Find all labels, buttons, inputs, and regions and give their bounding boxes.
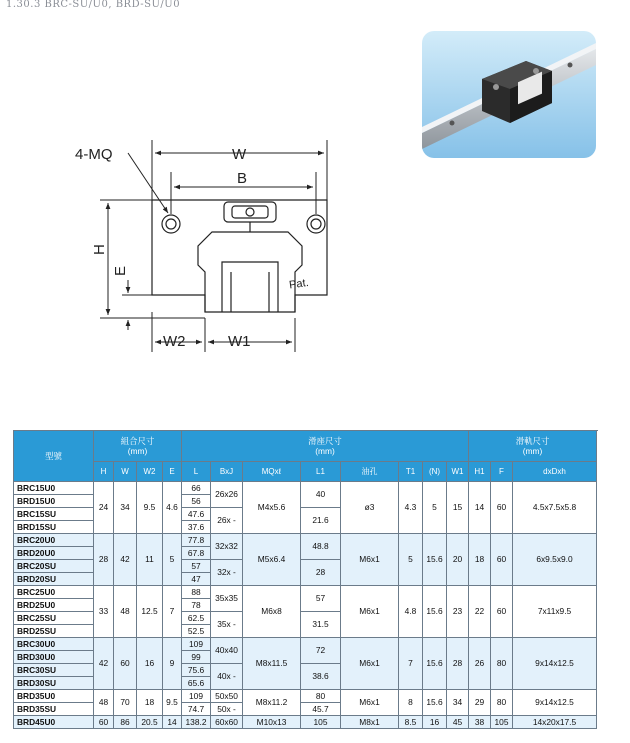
column-header: (N) (423, 462, 447, 482)
table-cell: 28 (94, 534, 114, 586)
table-cell: 4.3 (399, 482, 423, 534)
table-cell: 35x35 (211, 586, 243, 612)
label-e: E (112, 265, 129, 276)
table-cell: 80 (301, 690, 341, 703)
model-cell: BRC25SU (14, 612, 94, 625)
column-header: H1 (469, 462, 491, 482)
table-cell: 6x9.5x9.0 (513, 534, 597, 586)
table-cell: 16 (423, 716, 447, 729)
table-cell: 109 (182, 638, 211, 651)
table-cell: 38.6 (301, 664, 341, 690)
table-cell: 56 (182, 495, 211, 508)
header-assembly: 組合尺寸 (mm) (94, 431, 182, 462)
table-cell: 11 (137, 534, 163, 586)
table-cell: 22 (469, 586, 491, 638)
table-cell: 16 (137, 638, 163, 690)
table-cell: 60 (491, 586, 513, 638)
model-cell: BRD30SU (14, 677, 94, 690)
table-cell: 15 (447, 482, 469, 534)
table-cell: 26x26 (211, 482, 243, 508)
slider-block-outline (152, 200, 327, 312)
table-cell: 4.6 (163, 482, 182, 534)
table-cell: 57 (301, 586, 341, 612)
linear-guide-photo (422, 31, 596, 158)
table-cell: 15.6 (423, 586, 447, 638)
table-cell: 37.6 (182, 521, 211, 534)
table-row (14, 586, 597, 599)
table-cell: 60x60 (211, 716, 243, 729)
table-cell: 38 (469, 716, 491, 729)
model-cell: BRC30U0 (14, 638, 94, 651)
table-cell: 42 (114, 534, 137, 586)
table-cell: 8.5 (399, 716, 423, 729)
model-cell: BRD20U0 (14, 547, 94, 560)
table-cell: 80 (491, 638, 513, 690)
table-cell: 18 (469, 534, 491, 586)
table-cell: 29 (469, 690, 491, 716)
column-header: L1 (301, 462, 341, 482)
label-w1: W1 (228, 333, 251, 350)
table-cell: 18 (137, 690, 163, 716)
specification-table (13, 430, 597, 729)
table-cell: 7 (163, 586, 182, 638)
table-cell: 15.6 (423, 534, 447, 586)
table-cell: 26 (469, 638, 491, 690)
table-cell: 20.5 (137, 716, 163, 729)
table-cell: 74.7 (182, 703, 211, 716)
table-cell: 21.6 (301, 508, 341, 534)
table-row (14, 638, 597, 651)
model-cell: BRC20SU (14, 560, 94, 573)
table-cell: 70 (114, 690, 137, 716)
label-pat: Pat. (288, 276, 310, 292)
table-cell: 105 (491, 716, 513, 729)
table-cell: 4.5x7.5x5.8 (513, 482, 597, 534)
table-cell: 48.8 (301, 534, 341, 560)
table-cell: 65.6 (182, 677, 211, 690)
model-cell: BRD35SU (14, 703, 94, 716)
table-cell: 60 (491, 482, 513, 534)
table-cell: 52.5 (182, 625, 211, 638)
table-cell: 5 (163, 534, 182, 586)
model-cell: BRD20SU (14, 573, 94, 586)
table-cell: 14 (469, 482, 491, 534)
label-h: H (91, 244, 108, 255)
table-cell: 78 (182, 599, 211, 612)
label-w: W (232, 146, 247, 163)
table-cell: 15.6 (423, 638, 447, 690)
table-cell: M6x8 (243, 586, 301, 638)
table-cell: M6x1 (341, 690, 399, 716)
table-cell: 9.5 (137, 482, 163, 534)
model-cell: BRC25U0 (14, 586, 94, 599)
table-cell: M6x1 (341, 638, 399, 690)
table-cell: 7x11x9.5 (513, 586, 597, 638)
column-header: W (114, 462, 137, 482)
column-header: T1 (399, 462, 423, 482)
table-cell: 24 (94, 482, 114, 534)
table-cell: 45.7 (301, 703, 341, 716)
table-cell: 14x20x17.5 (513, 716, 597, 729)
table-cell: 62.5 (182, 612, 211, 625)
column-header: dxDxh (513, 462, 597, 482)
table-cell: 42 (94, 638, 114, 690)
table-cell: M5x6.4 (243, 534, 301, 586)
column-header: F (491, 462, 513, 482)
column-header: W1 (447, 462, 469, 482)
table-cell: 26x - (211, 508, 243, 534)
table-cell: 80 (491, 690, 513, 716)
table-cell: 4.8 (399, 586, 423, 638)
table-cell: 48 (114, 586, 137, 638)
table-cell: 60 (94, 716, 114, 729)
table-cell: 9.5 (163, 690, 182, 716)
table-cell: 60 (114, 638, 137, 690)
table-row (14, 690, 597, 703)
label-w2: W2 (163, 333, 186, 350)
model-cell: BRD30U0 (14, 651, 94, 664)
header-slider: 滑座尺寸 (mm) (182, 431, 469, 462)
table-cell: 34 (114, 482, 137, 534)
table-cell: M6x1 (341, 586, 399, 638)
table-row (14, 534, 597, 547)
table-cell: 34 (447, 690, 469, 716)
model-cell: BRC30SU (14, 664, 94, 677)
table-cell: 99 (182, 651, 211, 664)
table-cell: 47 (182, 573, 211, 586)
table-cell: 60 (491, 534, 513, 586)
table-cell: 31.5 (301, 612, 341, 638)
table-cell: 40x - (211, 664, 243, 690)
column-header: L (182, 462, 211, 482)
table-cell: 28 (447, 638, 469, 690)
label-b: B (237, 170, 248, 187)
table-cell: 86 (114, 716, 137, 729)
table-cell: 32x32 (211, 534, 243, 560)
table-cell: 45 (447, 716, 469, 729)
model-cell: BRD25U0 (14, 599, 94, 612)
table-cell: 12.5 (137, 586, 163, 638)
table-cell: M8x1 (341, 716, 399, 729)
model-cell: BRD15SU (14, 521, 94, 534)
table-cell: 5 (399, 534, 423, 586)
table-cell: 9x14x12.5 (513, 690, 597, 716)
table-row (14, 716, 597, 729)
linear-guide-icon (422, 31, 596, 158)
table-cell: 35x - (211, 612, 243, 638)
table-cell: 20 (447, 534, 469, 586)
table-cell: 77.8 (182, 534, 211, 547)
table-cell: 33 (94, 586, 114, 638)
table-cell: 23 (447, 586, 469, 638)
model-cell: BRD25SU (14, 625, 94, 638)
table-cell: 72 (301, 638, 341, 664)
table-cell: 105 (301, 716, 341, 729)
table-cell: 48 (94, 690, 114, 716)
table-cell: 7 (399, 638, 423, 690)
model-cell: BRC15U0 (14, 482, 94, 495)
table-cell: 47.6 (182, 508, 211, 521)
table-row (14, 482, 597, 495)
table-cell: 32x - (211, 560, 243, 586)
table-cell: M6x1 (341, 534, 399, 586)
table-cell: 109 (182, 690, 211, 703)
label-4mq: 4-MQ (75, 146, 113, 163)
column-header: MQxℓ (243, 462, 301, 482)
model-cell: BRC15SU (14, 508, 94, 521)
column-header: BxJ (211, 462, 243, 482)
model-cell: BRC20U0 (14, 534, 94, 547)
table-cell: 66 (182, 482, 211, 495)
model-cell: BRD35U0 (14, 690, 94, 703)
table-cell: 9 (163, 638, 182, 690)
table-cell: 5 (423, 482, 447, 534)
table-cell: 57 (182, 560, 211, 573)
column-header: 油孔 (341, 462, 399, 482)
column-header: W2 (137, 462, 163, 482)
table-cell: M8x11.2 (243, 690, 301, 716)
table-cell: 8 (399, 690, 423, 716)
table-cell: 67.8 (182, 547, 211, 560)
column-header: E (163, 462, 182, 482)
table-cell: 50x - (211, 703, 243, 716)
table-cell: M8x11.5 (243, 638, 301, 690)
column-header: H (94, 462, 114, 482)
table-cell: M4x5.6 (243, 482, 301, 534)
table-cell: 15.6 (423, 690, 447, 716)
table-cell: 40x40 (211, 638, 243, 664)
header-rail: 滑軌尺寸 (mm) (469, 431, 597, 462)
model-cell: BRD45U0 (14, 716, 94, 729)
table-cell: 9x14x12.5 (513, 638, 597, 690)
table-cell: 28 (301, 560, 341, 586)
table-cell: 50x50 (211, 690, 243, 703)
technical-drawing (0, 0, 420, 420)
table-cell: ø3 (341, 482, 399, 534)
model-cell: BRD15U0 (14, 495, 94, 508)
table-cell: M10x13 (243, 716, 301, 729)
table-cell: 40 (301, 482, 341, 508)
table-cell: 88 (182, 586, 211, 599)
table-cell: 138.2 (182, 716, 211, 729)
table-cell: 75.6 (182, 664, 211, 677)
table-cell: 14 (163, 716, 182, 729)
header-model: 型號 (14, 431, 94, 482)
section-heading: 1.30.3 BRC-SU/U0, BRD-SU/U0 (6, 0, 181, 10)
